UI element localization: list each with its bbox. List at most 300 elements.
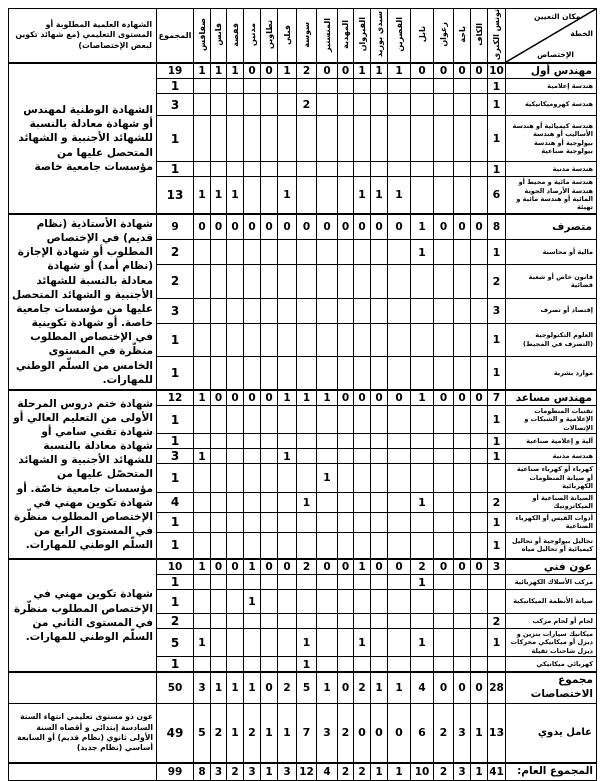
region-value: 4 [317,763,338,780]
region-value [434,323,454,356]
region-value [338,532,354,559]
specialty-total: 1 [157,590,194,614]
region-value [211,575,227,590]
region-value: 1 [488,240,506,265]
specialty-total: 13 [157,177,194,214]
region-value: 2 [488,492,506,512]
region-value [227,575,244,590]
region-value [297,162,317,177]
region-value [434,240,454,265]
region-value: 1 [278,177,297,214]
region-value: 0 [434,390,454,406]
header-region [411,9,434,64]
region-value: 0 [338,559,354,575]
region-value [278,94,297,116]
region-value [211,532,227,559]
specialty-label: هندسة مدنية [506,162,597,177]
region-value: 1 [411,629,434,657]
region-value: 1 [297,629,317,657]
region-value [261,240,278,265]
region-value [278,614,297,629]
region-value [354,162,371,177]
grade-row [9,214,597,240]
region-value [297,614,317,629]
region-value [317,614,338,629]
region-value [388,590,411,614]
region-value: 1 [371,63,388,79]
region-value [471,434,488,449]
region-value: 1 [388,672,411,703]
region-value [454,94,471,116]
specialty-total: 1 [157,79,194,94]
region-value [471,356,488,390]
grade-row [9,63,597,79]
region-value: 10 [411,763,434,780]
specialty-total: 1 [157,356,194,390]
region-label: القيروان [357,17,367,52]
recruitment-table [8,8,597,781]
region-value [454,162,471,177]
region-value [388,464,411,492]
header-region [434,9,454,64]
region-value [194,405,211,433]
region-value [297,298,317,323]
header-region [244,9,261,64]
region-value: 1 [388,63,411,79]
region-value [338,356,354,390]
region-value [317,79,338,94]
region-value [434,532,454,559]
region-value [471,94,488,116]
region-value [411,449,434,464]
region-value: 0 [434,214,454,240]
region-value [194,162,211,177]
region-value [194,575,211,590]
region-value [454,434,471,449]
region-value [278,265,297,298]
region-value [211,116,227,162]
region-value [244,532,261,559]
region-value: 8 [194,763,211,780]
region-value: 2 [354,672,371,703]
region-value: 1 [411,214,434,240]
header-region [471,9,488,64]
region-value [211,323,227,356]
region-value [278,434,297,449]
region-value [194,464,211,492]
region-value [227,629,244,657]
region-value [354,464,371,492]
region-value [434,575,454,590]
region-value: 1 [317,390,338,406]
specialty-label: إقتصاد أو تصرف [506,298,597,323]
region-value [278,575,297,590]
region-value [371,405,388,433]
region-value [244,323,261,356]
region-value [371,434,388,449]
region-value [317,116,338,162]
region-value [411,590,434,614]
region-value [388,162,411,177]
region-value: 0 [211,390,227,406]
region-value [388,265,411,298]
region-value: 1 [411,240,434,265]
region-value [211,240,227,265]
region-value [471,405,488,433]
region-value [388,629,411,657]
region-value [354,449,371,464]
specialty-total: 1 [157,323,194,356]
region-value [211,614,227,629]
region-value [388,356,411,390]
region-value: 0 [471,390,488,406]
region-value: 1 [371,672,388,703]
region-value [434,464,454,492]
specialty-total: 2 [157,614,194,629]
region-value [434,356,454,390]
region-value [317,177,338,214]
region-value: 0 [434,672,454,703]
region-value: 0 [211,559,227,575]
region-value [411,298,434,323]
region-value [454,492,471,512]
region-value: 1 [411,575,434,590]
region-value [454,449,471,464]
region-value [488,464,506,492]
region-value: 28 [488,672,506,703]
region-value [454,298,471,323]
region-value: 1 [244,672,261,703]
region-value [434,590,454,614]
region-value: 2 [297,94,317,116]
region-value: 2 [411,559,434,575]
region-value: 1 [227,177,244,214]
region-value: 5 [297,672,317,703]
certificate-cell: الشهادة الوطنية لمهندس أو شهادة معادلة بالنسبة للشهائد الأجنبية و الشهائد المتحصل عليها من مؤسسات جامعية خاصة [9,63,157,214]
region-value: 1 [488,512,506,532]
table-body [9,63,597,780]
region-value [411,405,434,433]
region-value: 0 [354,703,371,763]
region-value: 3 [454,763,471,780]
region-value [194,116,211,162]
region-value [488,657,506,673]
region-value: 0 [354,214,371,240]
region-value [354,532,371,559]
region-value: 0 [261,672,278,703]
region-value [371,298,388,323]
region-value: 3 [211,763,227,780]
region-value: 1 [354,559,371,575]
region-value [454,512,471,532]
region-value [371,79,388,94]
region-value: 5 [194,703,211,763]
region-value [317,590,338,614]
region-value: 0 [454,214,471,240]
region-value [388,79,411,94]
region-value [244,162,261,177]
region-value [388,405,411,433]
region-value: 0 [354,390,371,406]
header-region [317,9,338,64]
region-value [227,116,244,162]
region-value: 0 [411,63,434,79]
region-value [211,629,227,657]
header-region [194,9,211,64]
region-value [388,298,411,323]
region-value [227,590,244,614]
region-value [471,116,488,162]
region-value [388,94,411,116]
region-value [371,323,388,356]
region-value: 0 [244,390,261,406]
region-value [371,265,388,298]
region-value [227,657,244,673]
region-value: 1 [388,177,411,214]
region-value: 1 [278,449,297,464]
region-value [261,512,278,532]
region-value: 1 [194,449,211,464]
region-value [227,512,244,532]
region-value: 1 [488,434,506,449]
specialty-label: موارد بشرية [506,356,597,390]
region-value [261,116,278,162]
region-value [354,512,371,532]
region-value [434,79,454,94]
region-value: 2 [488,265,506,298]
specialties-total: 50 [157,672,194,703]
region-value [261,629,278,657]
region-value [338,434,354,449]
region-value: 1 [244,590,261,614]
region-value [278,464,297,492]
region-value [227,434,244,449]
specialty-total: 1 [157,532,194,559]
header-region [227,9,244,64]
empty-cell [9,763,157,780]
region-value [471,657,488,673]
region-value [244,657,261,673]
header-region [388,9,411,64]
region-value [434,298,454,323]
region-value: 1 [354,63,371,79]
region-value [411,464,434,492]
region-value [371,356,388,390]
region-label: قفصة [230,22,240,47]
region-value: 41 [488,763,506,780]
region-value [488,575,506,590]
region-value [261,298,278,323]
region-value [278,492,297,512]
region-value [194,240,211,265]
region-value [454,177,471,214]
corner-location-label: مكان التعيين [534,12,581,21]
region-value [278,405,297,433]
region-value [454,265,471,298]
corner-specialty-label: الإختصاص [537,50,574,60]
region-value [434,492,454,512]
region-value [194,356,211,390]
region-value [338,79,354,94]
region-value [338,657,354,673]
region-value: 0 [338,63,354,79]
region-value [411,532,434,559]
specialties-total-label: مجموع الاختصاصات [506,672,597,703]
region-value [227,532,244,559]
region-value [244,464,261,492]
region-value: 6 [488,177,506,214]
region-value [278,323,297,356]
region-value [411,657,434,673]
region-value [261,79,278,94]
region-value [261,265,278,298]
region-value: 0 [227,214,244,240]
region-value [244,177,261,214]
region-value [338,240,354,265]
region-value: 1 [488,532,506,559]
region-value: 0 [388,390,411,406]
region-value [471,449,488,464]
region-value [261,657,278,673]
region-value [434,657,454,673]
region-value [411,614,434,629]
region-value [227,79,244,94]
region-value [227,94,244,116]
region-value: 0 [317,63,338,79]
region-value [278,162,297,177]
region-value: 7 [297,703,317,763]
region-value: 0 [338,672,354,703]
region-value [454,629,471,657]
region-value: 1 [194,390,211,406]
certificate-cell: عون ذو مستوى تعليمي انتهاء السنة السادسة إبتدائي و أقصاه السنة الأولى ثانوي (نظام قديم) أو السابعة أساسي (نظام جديد) [9,703,157,763]
region-value: 10 [489,65,504,78]
region-value: 1 [488,116,506,162]
region-value: 1 [388,763,411,780]
region-value: 0 [434,559,454,575]
specialty-label: الصيانة الصناعية أو الميكاترونيك [506,492,597,512]
specialty-label: ميكانيك سيارات بنزين و ديزل أو ميكانيكي محركات ديزل شاحنات ثقيلة [506,629,597,657]
region-value [244,116,261,162]
specialty-label: آلية و إعلامية صناعية [506,434,597,449]
region-value [371,657,388,673]
region-value [454,79,471,94]
grade-label: عون فني [506,559,597,575]
region-value: 2 [297,63,317,79]
region-value: 1 [278,703,297,763]
specialty-total: 1 [157,575,194,590]
region-value [227,356,244,390]
region-value [194,434,211,449]
region-value: 1 [488,323,506,356]
region-value [297,532,317,559]
region-value: 0 [371,390,388,406]
region-value [278,629,297,657]
region-value: 1 [297,657,317,673]
region-value: 1 [411,492,434,512]
region-value [411,265,434,298]
grade-total: 9 [157,214,194,240]
region-value: 1 [317,464,338,492]
specialty-total: 1 [157,405,194,433]
region-label: المنستير [322,17,332,52]
region-value: 1 [371,177,388,214]
grade-row [9,390,597,406]
region-label: مدنين [247,23,257,47]
region-value: 0 [317,214,338,240]
specialty-label: هندسة كيميائية أو هندسة الأساليب أو هندسة بيولوجية أو هندسة بيولوجية صناعية [506,116,597,162]
specialty-total: 3 [157,94,194,116]
region-label: باجة [457,26,467,43]
region-value: 0 [278,214,297,240]
region-value [244,265,261,298]
region-value: 1 [488,94,506,116]
region-value [338,162,354,177]
region-value: 6 [411,703,434,763]
region-value [211,492,227,512]
region-value [194,94,211,116]
region-value [211,298,227,323]
region-value [244,614,261,629]
region-value [261,614,278,629]
region-value [338,614,354,629]
region-value [211,434,227,449]
region-value [297,177,317,214]
region-value: 2 [434,763,454,780]
region-value [471,492,488,512]
region-value [454,532,471,559]
manual-worker-row [9,703,597,763]
region-value [227,449,244,464]
region-value [278,356,297,390]
region-value: 0 [338,390,354,406]
region-value [471,575,488,590]
region-value: 1 [488,629,506,657]
region-value [371,94,388,116]
region-value: 0 [371,214,388,240]
region-value: 2 [227,763,244,780]
specialties-total-row [9,672,597,703]
region-value: 0 [471,672,488,703]
region-value [454,464,471,492]
specialty-label: صيانة الأنظمة الميكانيكية [506,590,597,614]
region-value [338,177,354,214]
region-value [371,629,388,657]
region-value [354,240,371,265]
region-value: 0 [278,559,297,575]
region-value [411,94,434,116]
region-value [471,265,488,298]
region-value: 1 [194,63,211,79]
region-value: 4 [411,672,434,703]
region-value: 1 [227,63,244,79]
region-value [354,265,371,298]
region-value: 1 [317,672,338,703]
region-label: صفاقس [197,18,207,52]
header-certificate: الشهادة العلمية المطلوبة أو المستوى التعليمي (مع شهائد تكوين لبعض الإختصاصات) [9,9,157,64]
region-label: القصرين [394,17,404,52]
region-value [297,79,317,94]
region-value: 1 [227,703,244,763]
region-value [297,356,317,390]
region-value: 1 [411,390,434,406]
region-value [338,116,354,162]
region-value [434,265,454,298]
region-value [317,298,338,323]
region-value: 0 [244,63,261,79]
region-value [371,590,388,614]
region-value [454,240,471,265]
